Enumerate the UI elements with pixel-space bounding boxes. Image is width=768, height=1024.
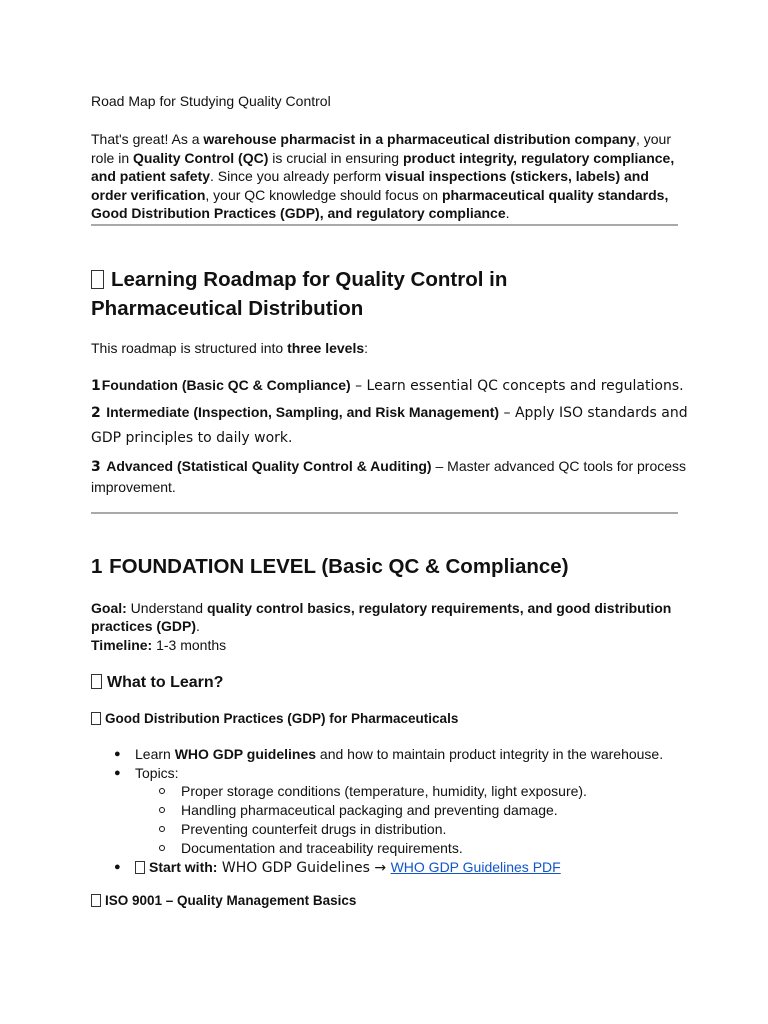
sub-list-item: Preventing counterfeit drugs in distribution. <box>181 821 447 837</box>
roadmap-heading: Learning Roadmap for Quality Control in <box>91 265 507 294</box>
bullet-icon: ● <box>114 767 121 779</box>
foundation-heading: 1 FOUNDATION LEVEL (Basic QC & Compliance) <box>91 555 569 578</box>
emoji-placeholder-icon <box>135 861 145 874</box>
sub-list-item: Proper storage conditions (temperature, humidity, light exposure). <box>181 783 587 799</box>
emoji-placeholder-icon <box>91 674 102 689</box>
timeline-line: Timeline: 1-3 months <box>91 637 227 653</box>
keycap-3-icon: 3 <box>91 459 101 475</box>
roadmap-structure-text: This roadmap is structured into three levels: <box>91 340 369 356</box>
keycap-2-icon: 2 <box>91 405 101 421</box>
level-item-2: 2 Intermediate (Inspection, Sampling, and Risk Management) – Apply ISO standards and <box>91 404 688 421</box>
bullet-icon: ● <box>114 861 121 873</box>
goal-line-1: Goal: Understand quality control basics, regulatory requirements, and good distribution <box>91 600 672 616</box>
level-item-2-cont: GDP principles to daily work. <box>91 430 293 446</box>
sub-bullet-icon <box>159 826 165 832</box>
horizontal-divider <box>91 512 678 514</box>
emoji-placeholder-icon <box>91 894 101 907</box>
sub-list-item: Handling pharmaceutical packaging and preventing damage. <box>181 802 558 818</box>
intro-line-5: Good Distribution Practices (GDP), and regulatory compliance. <box>91 205 510 221</box>
sub-bullet-icon <box>159 807 165 813</box>
keycap-1-icon: 1 <box>91 555 103 578</box>
intro-line-3: and patient safety. Since you already perform visual inspections (stickers, labels) and <box>91 168 649 184</box>
gdp-heading: Good Distribution Practices (GDP) for Pharmaceuticals <box>91 711 458 726</box>
sub-bullet-icon <box>159 845 165 851</box>
keycap-1-icon: 1 <box>91 378 101 394</box>
document-title: Road Map for Studying Quality Control <box>91 93 331 109</box>
bullet-icon: ● <box>114 748 121 760</box>
emoji-placeholder-icon <box>91 270 104 289</box>
level-item-3-cont: improvement. <box>91 479 176 495</box>
level-item-3: 3 Advanced (Statistical Quality Control & Auditing) – Master advanced QC tools for process <box>91 458 687 475</box>
sub-list-item: Documentation and traceability requirements. <box>181 840 463 856</box>
goal-line-2: practices (GDP). <box>91 618 200 634</box>
intro-line-4: order verification, your QC knowledge should focus on pharmaceutical quality standards, <box>91 187 669 203</box>
who-gdp-guidelines-link[interactable]: WHO GDP Guidelines PDF <box>390 859 561 875</box>
what-to-learn-heading: What to Learn? <box>91 674 223 692</box>
emoji-placeholder-icon <box>91 712 101 725</box>
iso-heading: ISO 9001 – Quality Management Basics <box>91 893 356 908</box>
intro-line-1: That's great! As a warehouse pharmacist in a pharmaceutical distribution company, your <box>91 131 671 147</box>
list-item: Learn WHO GDP guidelines and how to maintain product integrity in the warehouse. <box>135 746 664 762</box>
level-item-1: 1Foundation (Basic QC & Compliance) – Learn essential QC concepts and regulations. <box>91 377 684 394</box>
list-item-start-with: Start with: WHO GDP Guidelines → WHO GDP Guidelines PDF <box>135 858 561 877</box>
horizontal-divider <box>91 224 678 226</box>
intro-line-2: role in Quality Control (QC) is crucial in ensuring product integrity, regulatory compliance, <box>91 150 675 166</box>
sub-bullet-icon <box>159 788 165 794</box>
list-item: Topics: <box>135 765 179 781</box>
roadmap-heading-line-2: Pharmaceutical Distribution <box>91 297 364 320</box>
